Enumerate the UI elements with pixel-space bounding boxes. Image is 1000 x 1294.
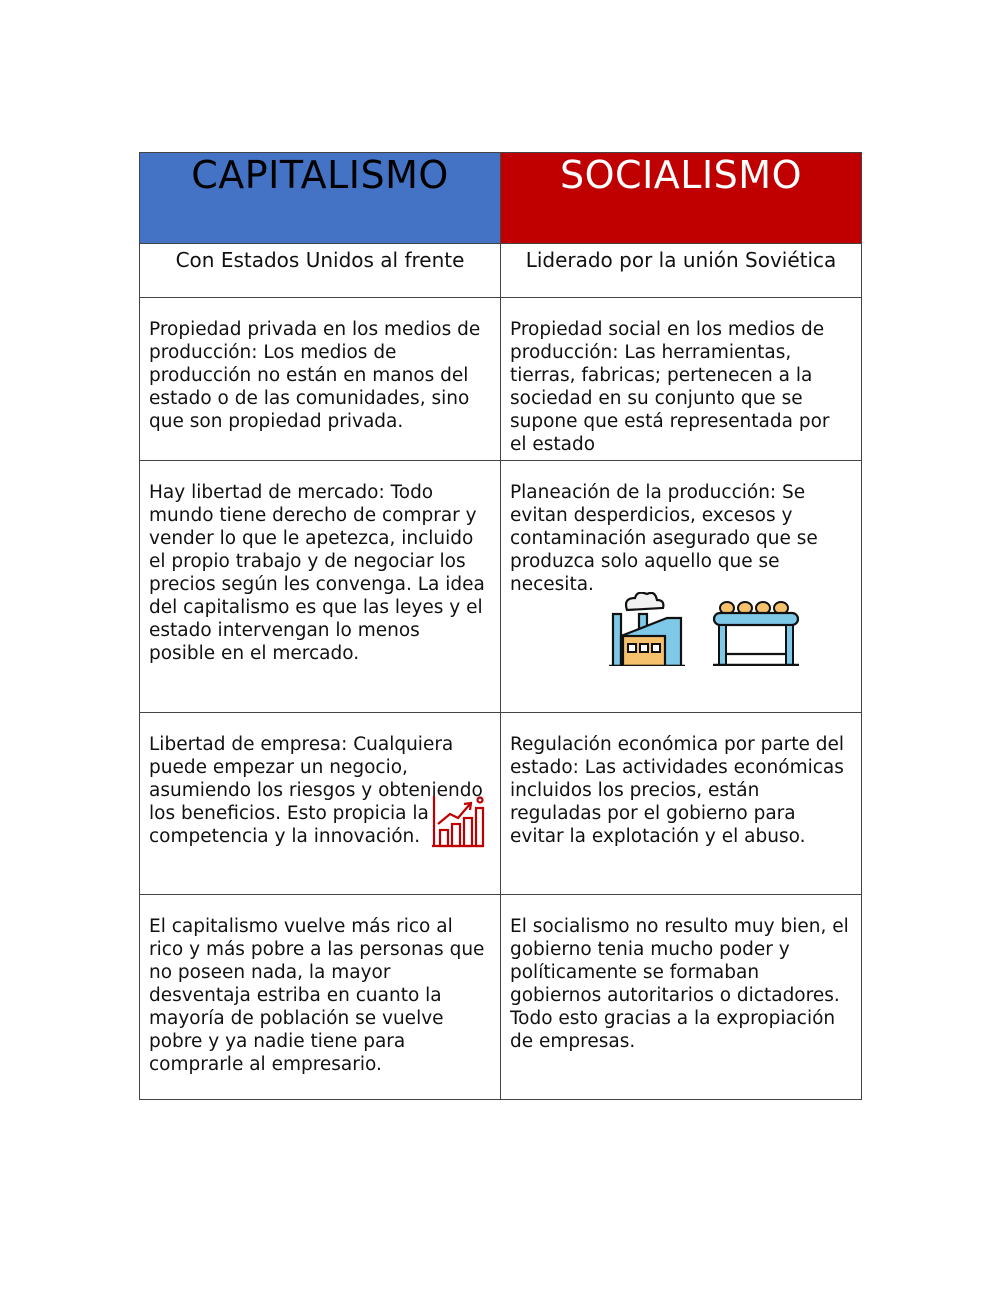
cell-socialismo	[501, 713, 862, 895]
table-row	[140, 895, 862, 1100]
cell-socialismo	[501, 895, 862, 1100]
cell-text: Regulación económica por parte del estado: Las actividades económicas incluidos los precios, están reguladas por el gobierno para evitar la explotación y el abuso.	[510, 734, 845, 847]
factory-icon	[607, 592, 687, 666]
cell-text: El socialismo no resulto muy bien, el gobierno tenia mucho poder y políticamente se formaban gobiernos autoritarios o dictadores. Todo esto gracias a la expropiación de empresas.	[510, 916, 849, 1052]
cell-text: Libertad de empresa: Cualquiera puede empezar un negocio, asumiendo los riesgos y obteniendo los beneficios. Esto propicia la competencia y la innovación.	[149, 734, 483, 847]
cell-text: El capitalismo vuelve más rico al rico y más pobre a las personas que no poseen nada, la mayor desventaja estriba en cuanto la mayoría de población se vuelve pobre y ya nadie tiene para comprarle al empresario.	[149, 916, 485, 1075]
subheader-left-text: Con Estados Unidos al frente	[175, 248, 465, 272]
cell-text: Propiedad social en los medios de producción: Las herramientas, tierras, fabricas; pertenecen a la sociedad en su conjunto que se supone que está representada por el estado	[510, 319, 830, 455]
header-row	[140, 153, 862, 244]
cell-capitalismo	[140, 713, 501, 895]
table-row	[140, 713, 862, 895]
cell-capitalismo	[140, 298, 501, 461]
comparison-table	[139, 152, 862, 1100]
cell-text: Planeación de la producción: Se evitan desperdicios, excesos y contaminación asegurado que se produzca solo aquello que se necesita.	[510, 482, 818, 595]
cell-socialismo	[501, 461, 862, 713]
subheader-row	[140, 244, 862, 298]
subheader-right	[501, 244, 862, 298]
cell-text: Hay libertad de mercado: Todo mundo tiene derecho de comprar y vender lo que le apetezca, incluido el propio trabajo y de negociar los precios según les convenga. La idea del capitalismo es que las leyes y el estado intervengan lo menos posible en el mercado.	[149, 482, 485, 664]
header-capitalismo-title: CAPITALISMO	[191, 153, 449, 197]
header-capitalismo	[140, 153, 501, 244]
cell-socialismo	[501, 298, 862, 461]
growth-chart-icon	[430, 794, 486, 850]
table-row	[140, 461, 862, 713]
subheader-left	[140, 244, 501, 298]
conveyor-belt-icon	[711, 596, 801, 666]
cell-text: Propiedad privada en los medios de producción: Los medios de producción no están en manos del estado o de las comunidades, sino que son propiedad privada.	[149, 319, 481, 432]
header-socialismo	[501, 153, 862, 244]
header-socialismo-title: SOCIALISMO	[560, 153, 802, 197]
cell-capitalismo	[140, 895, 501, 1100]
cell-capitalismo	[140, 461, 501, 713]
table-row	[140, 298, 862, 461]
subheader-right-text: Liderado por la unión Soviética	[525, 248, 837, 272]
